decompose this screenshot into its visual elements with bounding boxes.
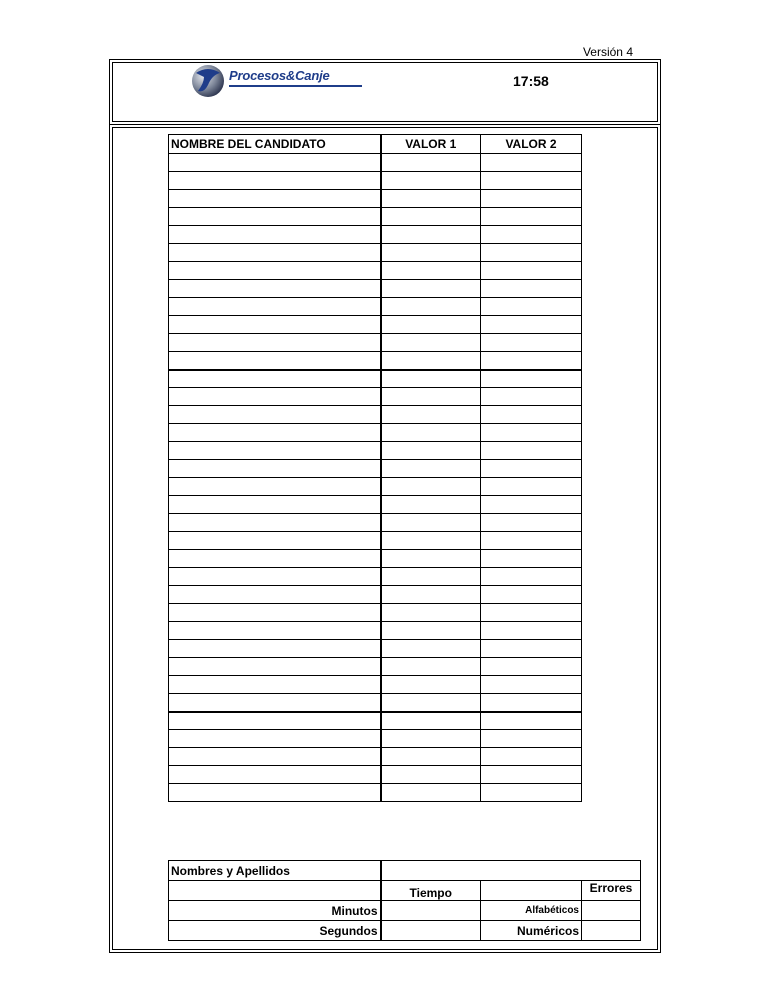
valor-2-cell[interactable] — [481, 370, 582, 388]
valor-1-cell[interactable] — [381, 226, 481, 244]
table-row — [169, 208, 582, 226]
valor-1-cell[interactable] — [381, 190, 481, 208]
valor-2-cell[interactable] — [481, 226, 582, 244]
candidate-name-cell[interactable] — [169, 532, 381, 550]
table-row — [169, 712, 582, 730]
alfabeticos-field[interactable] — [582, 901, 641, 921]
valor-1-cell[interactable] — [381, 640, 481, 658]
table-row — [169, 352, 582, 370]
column-header-valor-1: VALOR 1 — [381, 135, 481, 154]
numericos-field[interactable] — [582, 921, 641, 941]
table-row — [169, 442, 582, 460]
valor-2-cell[interactable] — [481, 334, 582, 352]
valor-1-cell[interactable] — [381, 550, 481, 568]
valor-2-cell[interactable] — [481, 172, 582, 190]
table-row — [169, 298, 582, 316]
candidate-name-cell[interactable] — [169, 334, 381, 352]
valor-2-cell[interactable] — [481, 694, 582, 712]
table-row — [169, 586, 582, 604]
numericos-label: Numéricos — [481, 921, 582, 941]
valor-1-cell[interactable] — [381, 514, 481, 532]
candidate-name-cell[interactable] — [169, 154, 381, 172]
candidate-name-cell[interactable] — [169, 712, 381, 730]
valor-2-cell[interactable] — [481, 550, 582, 568]
valor-1-cell[interactable] — [381, 262, 481, 280]
column-header-valor-2: VALOR 2 — [481, 135, 582, 154]
valor-1-cell[interactable] — [381, 604, 481, 622]
valor-1-cell[interactable] — [381, 568, 481, 586]
blank-cell — [169, 881, 381, 901]
blank-cell — [481, 881, 582, 901]
candidate-name-cell[interactable] — [169, 694, 381, 712]
summary-row-headers — [169, 881, 641, 901]
table-row — [169, 622, 582, 640]
valor-1-cell[interactable] — [381, 334, 481, 352]
candidate-name-cell[interactable] — [169, 622, 381, 640]
candidate-name-cell[interactable] — [169, 388, 381, 406]
table-row — [169, 496, 582, 514]
table-row — [169, 280, 582, 298]
valor-1-cell[interactable] — [381, 460, 481, 478]
valor-1-cell[interactable] — [381, 748, 481, 766]
valor-2-cell[interactable] — [481, 442, 582, 460]
valor-2-cell[interactable] — [481, 424, 582, 442]
valor-1-cell[interactable] — [381, 370, 481, 388]
valor-2-cell[interactable] — [481, 352, 582, 370]
valor-2-cell[interactable] — [481, 658, 582, 676]
version-label: Versión 4 — [582, 45, 633, 59]
candidate-name-cell[interactable] — [169, 568, 381, 586]
valor-1-cell[interactable] — [381, 406, 481, 424]
candidate-name-cell[interactable] — [169, 784, 381, 802]
candidate-name-cell[interactable] — [169, 748, 381, 766]
valor-1-cell[interactable] — [381, 442, 481, 460]
valor-1-cell[interactable] — [381, 154, 481, 172]
valor-1-cell[interactable] — [381, 388, 481, 406]
names-label: Nombres y Apellidos — [169, 861, 381, 881]
candidate-name-cell[interactable] — [169, 604, 381, 622]
candidate-name-cell[interactable] — [169, 280, 381, 298]
errores-label: Errores — [582, 881, 641, 901]
table-row — [169, 316, 582, 334]
candidate-name-cell[interactable] — [169, 442, 381, 460]
table-row — [169, 478, 582, 496]
candidate-name-cell[interactable] — [169, 190, 381, 208]
valor-1-cell[interactable] — [381, 676, 481, 694]
candidate-name-cell[interactable] — [169, 298, 381, 316]
valor-1-cell[interactable] — [381, 622, 481, 640]
valor-2-cell[interactable] — [481, 460, 582, 478]
table-row — [169, 766, 582, 784]
valor-1-cell[interactable] — [381, 298, 481, 316]
table-row — [169, 604, 582, 622]
candidate-name-cell[interactable] — [169, 208, 381, 226]
valor-2-cell[interactable] — [481, 388, 582, 406]
minutos-field[interactable] — [381, 901, 481, 921]
table-row — [169, 154, 582, 172]
valor-2-cell[interactable] — [481, 208, 582, 226]
candidate-name-cell[interactable] — [169, 478, 381, 496]
candidate-name-cell[interactable] — [169, 226, 381, 244]
valor-2-cell[interactable] — [481, 712, 582, 730]
logo-underline — [229, 85, 362, 87]
valor-1-cell[interactable] — [381, 208, 481, 226]
tiempo-label: Tiempo — [381, 881, 481, 901]
valor-1-cell[interactable] — [381, 352, 481, 370]
valor-1-cell[interactable] — [381, 244, 481, 262]
table-row — [169, 262, 582, 280]
candidate-name-cell[interactable] — [169, 766, 381, 784]
table-row — [169, 244, 582, 262]
table-row — [169, 568, 582, 586]
valor-1-cell[interactable] — [381, 784, 481, 802]
table-row — [169, 640, 582, 658]
valor-2-cell[interactable] — [481, 154, 582, 172]
valor-2-cell[interactable] — [481, 748, 582, 766]
valor-2-cell[interactable] — [481, 784, 582, 802]
candidate-name-cell[interactable] — [169, 496, 381, 514]
table-row — [169, 532, 582, 550]
candidate-name-cell[interactable] — [169, 316, 381, 334]
valor-1-cell[interactable] — [381, 280, 481, 298]
valor-2-cell[interactable] — [481, 316, 582, 334]
table-row — [169, 226, 582, 244]
table-row — [169, 406, 582, 424]
table-row — [169, 658, 582, 676]
candidate-name-cell[interactable] — [169, 676, 381, 694]
valor-2-cell[interactable] — [481, 604, 582, 622]
valor-1-cell[interactable] — [381, 424, 481, 442]
candidate-name-cell[interactable] — [169, 658, 381, 676]
table-header-row — [169, 135, 582, 154]
valor-2-cell[interactable] — [481, 586, 582, 604]
candidate-name-cell[interactable] — [169, 424, 381, 442]
valor-2-cell[interactable] — [481, 478, 582, 496]
logo-text: Procesos&Canje — [229, 68, 330, 83]
candidate-name-cell[interactable] — [169, 406, 381, 424]
table-row — [169, 784, 582, 802]
table-row — [169, 676, 582, 694]
candidate-name-cell[interactable] — [169, 730, 381, 748]
candidate-name-cell[interactable] — [169, 172, 381, 190]
valor-2-cell[interactable] — [481, 298, 582, 316]
table-row — [169, 694, 582, 712]
valor-2-cell[interactable] — [481, 514, 582, 532]
time-display: 17:58 — [513, 73, 549, 89]
valor-2-cell[interactable] — [481, 532, 582, 550]
minutos-label: Minutos — [169, 901, 381, 921]
valor-2-cell[interactable] — [481, 262, 582, 280]
valor-2-cell[interactable] — [481, 676, 582, 694]
candidate-name-cell[interactable] — [169, 514, 381, 532]
table-row — [169, 388, 582, 406]
valor-1-cell[interactable] — [381, 694, 481, 712]
valor-1-cell[interactable] — [381, 712, 481, 730]
valor-2-cell[interactable] — [481, 496, 582, 514]
table-row — [169, 424, 582, 442]
candidate-name-cell[interactable] — [169, 262, 381, 280]
valor-1-cell[interactable] — [381, 316, 481, 334]
table-row — [169, 190, 582, 208]
table-row — [169, 730, 582, 748]
candidate-name-cell[interactable] — [169, 352, 381, 370]
segundos-field[interactable] — [381, 921, 481, 941]
valor-1-cell[interactable] — [381, 532, 481, 550]
valor-1-cell[interactable] — [381, 478, 481, 496]
alfabeticos-label: Alfabéticos — [481, 901, 582, 921]
valor-2-cell[interactable] — [481, 640, 582, 658]
candidate-table — [168, 134, 582, 802]
valor-2-cell[interactable] — [481, 568, 582, 586]
table-row — [169, 460, 582, 478]
summary-table — [168, 860, 641, 941]
segundos-label: Segundos — [169, 921, 381, 941]
candidate-name-cell[interactable] — [169, 370, 381, 388]
valor-2-cell[interactable] — [481, 622, 582, 640]
valor-2-cell[interactable] — [481, 766, 582, 784]
table-row — [169, 172, 582, 190]
valor-1-cell[interactable] — [381, 766, 481, 784]
candidate-name-cell[interactable] — [169, 550, 381, 568]
table-row — [169, 370, 582, 388]
names-field[interactable] — [381, 861, 641, 881]
summary-row-minutos — [169, 901, 641, 921]
table-row — [169, 550, 582, 568]
candidate-name-cell[interactable] — [169, 640, 381, 658]
valor-2-cell[interactable] — [481, 244, 582, 262]
valor-2-cell[interactable] — [481, 406, 582, 424]
valor-2-cell[interactable] — [481, 730, 582, 748]
valor-1-cell[interactable] — [381, 730, 481, 748]
table-row — [169, 334, 582, 352]
valor-1-cell[interactable] — [381, 658, 481, 676]
valor-2-cell[interactable] — [481, 190, 582, 208]
table-row — [169, 748, 582, 766]
valor-1-cell[interactable] — [381, 586, 481, 604]
candidate-name-cell[interactable] — [169, 244, 381, 262]
valor-1-cell[interactable] — [381, 496, 481, 514]
column-header-name: NOMBRE DEL CANDIDATO — [169, 135, 381, 154]
table-row — [169, 514, 582, 532]
valor-1-cell[interactable] — [381, 172, 481, 190]
candidate-name-cell[interactable] — [169, 460, 381, 478]
valor-2-cell[interactable] — [481, 280, 582, 298]
candidate-name-cell[interactable] — [169, 586, 381, 604]
summary-row-names — [169, 861, 641, 881]
summary-row-segundos — [169, 921, 641, 941]
